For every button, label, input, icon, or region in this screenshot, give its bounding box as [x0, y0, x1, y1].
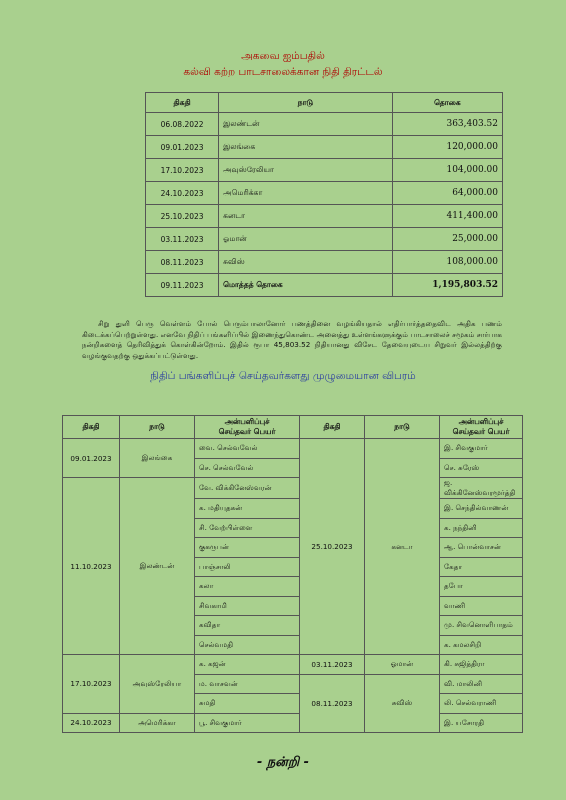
summary-date: 24.10.2023: [146, 182, 219, 205]
donor-name: கவிதா: [195, 616, 300, 636]
summary-amount: 363,403.52: [392, 113, 502, 136]
donor-name: வி. மாலினி: [440, 674, 523, 694]
title-line-2: கல்வி கற்ற பாடசாலைக்கான நிதி திரட்டல்: [183, 66, 383, 78]
details-date: 24.10.2023: [63, 713, 120, 733]
section-title: நிதிப் பங்களிப்புச் செய்தவர்களது முழுமையான விபரம்: [150, 370, 416, 382]
donor-name: செல்வமதி: [195, 635, 300, 655]
details-row: [63, 439, 523, 459]
summary-row: [146, 228, 503, 251]
summary-amount: 25,000.00: [392, 228, 502, 251]
summary-date: 09.01.2023: [146, 136, 219, 159]
donor-name: சி. வேற்பிள்ளை: [195, 518, 300, 538]
summary-header-row: [146, 93, 503, 113]
details-header-date-2: திகதி: [300, 416, 365, 439]
details-date: 25.10.2023: [300, 439, 365, 655]
summary-country: அமெரிக்கா: [219, 182, 393, 205]
summary-country: ஓமான்: [219, 228, 393, 251]
donor-header-line2: செய்தவர் பெயர்: [218, 427, 276, 436]
summary-total-amount: 1,195,803.52: [392, 274, 502, 297]
summary-row: [146, 113, 503, 136]
details-row: [63, 713, 523, 733]
summary-total-date: 09.11.2023: [146, 274, 219, 297]
donor-name: சுமதி: [195, 694, 300, 714]
summary-header-date: திகதி: [146, 93, 219, 113]
summary-amount: 120,000.00: [392, 136, 502, 159]
summary-row: [146, 182, 503, 205]
details-date: 09.01.2023: [63, 439, 120, 478]
summary-amount: 104,000.00: [392, 159, 502, 182]
donor-name: மு. சிவனொளிபாதம்: [440, 616, 523, 636]
summary-country: இலண்டன்: [219, 113, 393, 136]
summary-date: 03.11.2023: [146, 228, 219, 251]
details-country: கனடா: [365, 439, 440, 655]
summary-table: [145, 92, 503, 297]
donor-name: க. மதியுதகன்: [195, 499, 300, 519]
details-country: இலங்கை: [120, 439, 195, 478]
summary-country: கனடா: [219, 205, 393, 228]
summary-date: 06.08.2022: [146, 113, 219, 136]
details-row: [63, 655, 523, 675]
summary-country: அவுஸ்ரேலியா: [219, 159, 393, 182]
details-country: சுவிஸ்: [365, 674, 440, 733]
donor-name: க. கமலசிறி: [440, 635, 523, 655]
donor-name: செ. செல்வவேல்: [195, 458, 300, 478]
donor-header-line1: அன்பளிப்புச்: [224, 417, 270, 426]
donor-name: கேதா: [440, 557, 523, 577]
donor-header-line1: அன்பளிப்புச்: [458, 417, 504, 426]
donor-name: செ. சுரேஸ்: [440, 458, 523, 478]
summary-amount: 411,400.00: [392, 205, 502, 228]
summary-header-amount: தொகை: [392, 93, 502, 113]
summary-row: [146, 205, 503, 228]
donor-name: க. கஜன்: [195, 655, 300, 675]
details-country: அவுஸ்ரேலியா: [120, 655, 195, 714]
donor-name: தபோ: [440, 577, 523, 597]
summary-amount: 108,000.00: [392, 251, 502, 274]
details-header-row: [63, 416, 523, 439]
donor-name: பாஞ்சாலி: [195, 557, 300, 577]
summary-date: 08.11.2023: [146, 251, 219, 274]
donor-name: கலா: [195, 577, 300, 597]
donor-name: சிவகாமி: [195, 596, 300, 616]
summary-date: 17.10.2023: [146, 159, 219, 182]
details-row: [63, 478, 523, 499]
donor-name: லி. செல்வராணி: [440, 694, 523, 714]
donor-name: ஜ. விக்கினேஸ்வரமூர்த்தி: [440, 478, 523, 499]
donor-name: பூ. சிவகுமார்: [195, 713, 300, 733]
summary-row: [146, 136, 503, 159]
summary-header-country: நாடு: [219, 93, 393, 113]
details-header-country-2: நாடு: [365, 416, 440, 439]
donor-name: வை. செல்வவேல்: [195, 439, 300, 459]
details-date: 17.10.2023: [63, 655, 120, 714]
details-date: 08.11.2023: [300, 674, 365, 733]
summary-country: சுவிஸ்: [219, 251, 393, 274]
summary-row: [146, 251, 503, 274]
details-country: இலண்டன்: [120, 478, 195, 655]
donor-name: இ. யசோரதி: [440, 713, 523, 733]
details-country: அமெரிக்கா: [120, 713, 195, 733]
summary-date: 25.10.2023: [146, 205, 219, 228]
summary-amount: 64,000.00: [392, 182, 502, 205]
summary-row: [146, 159, 503, 182]
details-header-donor-2: [440, 416, 523, 439]
donor-name: குகருபன்: [195, 538, 300, 558]
donor-header-line2: செய்தவர் பெயர்: [452, 427, 510, 436]
summary-total-row: [146, 274, 503, 297]
summary-total-label: மொத்தத் தொகை: [219, 274, 393, 297]
details-date: 03.11.2023: [300, 655, 365, 675]
donor-details-table: [62, 415, 523, 733]
details-date: 11.10.2023: [63, 478, 120, 655]
donor-name: ஆ. பொன்வாசன்: [440, 538, 523, 558]
details-header-date: திகதி: [63, 416, 120, 439]
details-header-donor: [195, 416, 300, 439]
thanks-paragraph: சிறு துளி பெரு வெள்ளம் போல் பெரும்பாலானோர் பணத்தினை வழங்கியதால் எதிர்பார்த்ததைவிட அதிக பணம் கிடைக்கப்பெற்றுள்ளது. எனவே நிதிப் பங்களிப்பில் இணைந்துகொண்ட அனைத்து உள்ளங்களுக்கும் பாடசாலைச் சமூகம் சார்பாக நன்றிகளைத் தெரிவித்துக் கொள்கின்றோம். இதில் ரூபா 45,803.52 நிதியானது விசேட தேவையுடைய சிறுவர் இல்லத்திற்கு வழங்குவதற்கு ஒதுக்கப்பட்டுள்ளது.: [82, 319, 502, 360]
donor-name: இ. செந்தில்வாணன்: [440, 499, 523, 519]
summary-country: இலங்கை: [219, 136, 393, 159]
details-country: ஓமான்: [365, 655, 440, 675]
closing-signature: - நன்றி -: [257, 755, 309, 770]
donor-name: க. நந்தினி: [440, 518, 523, 538]
donor-name: வே. விக்கினேஸ்வரன்: [195, 478, 300, 499]
donor-name: வாணி: [440, 596, 523, 616]
title-line-1: அகவை ஐம்பதில்: [241, 50, 325, 62]
donor-name: கி. சுஜித்திரா: [440, 655, 523, 675]
donor-name: இ. சிவகுமார்: [440, 439, 523, 459]
donor-name: ம. வாசவன்: [195, 674, 300, 694]
details-header-country: நாடு: [120, 416, 195, 439]
